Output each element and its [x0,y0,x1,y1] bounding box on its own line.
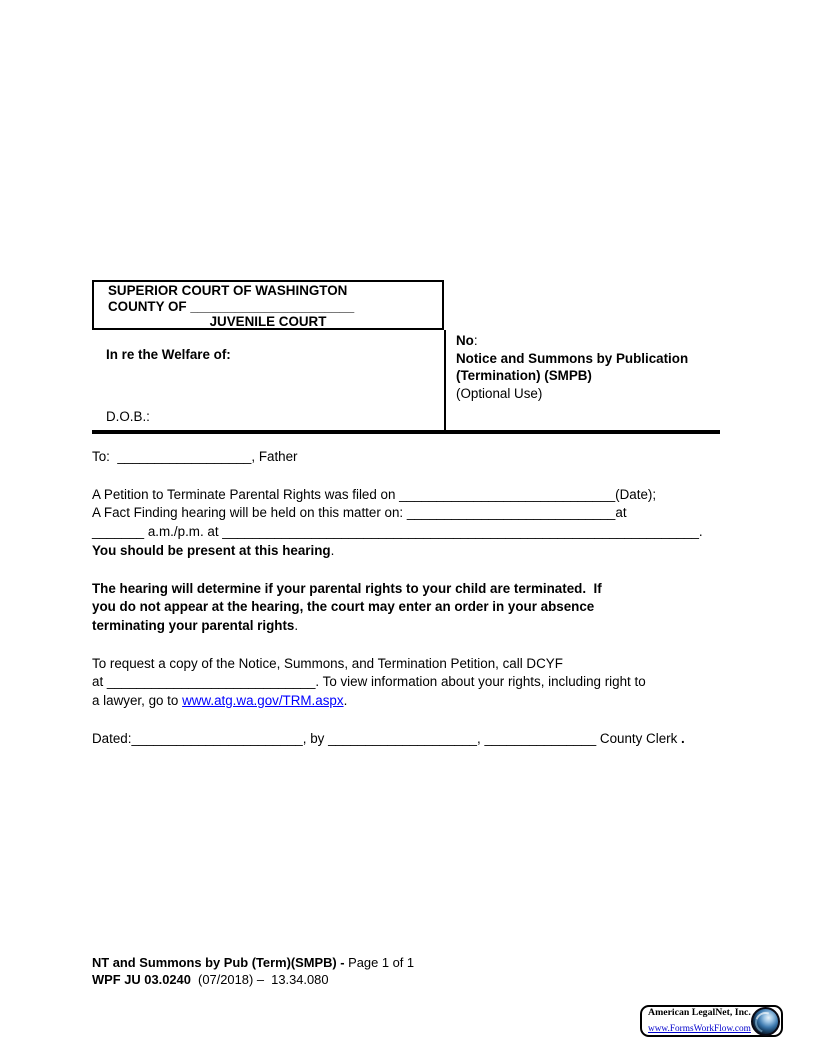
warning-line-3-bold: terminating your parental rights [92,617,295,633]
footer-page-count: Page 1 of 1 [348,955,415,970]
date-suffix: (Date); [615,486,657,502]
to-name-blank-field: __________________ [117,449,252,464]
in-re-welfare-label: In re the Welfare of: [106,347,231,362]
footer-form-number-line [92,972,414,989]
warning-period: . [294,617,299,633]
legalnet-badge [640,1005,783,1037]
caption-bottom-rule [92,430,720,434]
at-suffix: at [615,505,627,521]
lawyer-text: a lawyer, go to [92,693,183,709]
hearing-place-blank-field: ________________________________________________________________ [222,524,699,540]
form-title-line2: (Termination) (SMPB) [456,368,592,383]
hearing-date-blank-field: ____________________________ [406,505,616,521]
petition-line-2 [92,504,720,523]
footer-form-revision: (07/2018) – 13.34.080 [190,971,329,987]
atg-website-link[interactable]: www.atg.wa.gov/TRM.aspx [182,693,344,709]
caption-right-cell [444,330,720,430]
clerk-name-blank-field: ____________________ [328,730,478,746]
dob-label: D.O.B.: [106,409,150,425]
to-label: To: [92,449,118,464]
period: . [698,524,703,540]
county-name-blank-field: _______________ [484,730,597,746]
no-label: No [456,333,474,348]
request-line-3 [92,692,720,711]
form-footer [92,955,414,988]
dated-label: Dated: [92,730,132,746]
no-colon: : [473,333,478,348]
footer-form-name: NT and Summons by Pub (Term)(SMPB) - [92,955,349,970]
form-title-line1: Notice and Summons by Publication [456,350,689,366]
filed-date-blank-field: _____________________________ [399,486,616,502]
footer-form-name-line [92,955,414,972]
juvenile-court-label: JUVENILE COURT [209,314,327,329]
by-label: , by [302,730,329,746]
court-name: SUPERIOR COURT OF WASHINGTON [108,283,348,298]
legalnet-company-name: American LegalNet, Inc. [648,1006,751,1018]
formsworkflow-link[interactable]: www.FormsWorkFlow.com [648,1023,751,1034]
county-label: COUNTY OF [108,298,191,314]
request-line-2 [92,673,720,692]
caption-row [92,330,720,430]
dated-period: . [681,730,685,746]
case-number-line [456,332,720,350]
county-line [108,299,442,315]
phone-blank-field: ____________________________ [106,674,316,690]
be-present-bold-text: You should be present at this hearing [92,542,331,558]
request-line-1: To request a copy of the Notice, Summons, and Termination Petition, call DCYF [92,655,563,671]
be-present-period: . [330,542,335,558]
link-period: . [343,693,348,709]
petition-paragraph [92,486,720,561]
request-paragraph [92,655,720,711]
petition-line-3 [92,523,720,542]
form-content [92,280,720,748]
caption-left-cell [92,330,444,430]
legalnet-globe-icon [751,1007,780,1036]
dated-date-blank-field: _______________________ [131,730,303,746]
to-father-suffix: , Father [251,449,298,464]
be-present-line [92,542,720,561]
hearing-held-text: A Fact Finding hearing will be held on this matter on: [92,505,407,521]
dated-line [92,730,720,749]
footer-form-number: WPF JU 03.0240 [92,971,191,987]
court-caption-box [92,280,444,330]
optional-use-label: (Optional Use) [456,385,543,401]
county-clerk-label: County Clerk [596,730,682,746]
ampm-text: a.m./p.m. at [144,524,223,540]
hearing-time-blank-field: _______ [92,524,145,540]
legalnet-badge-text [642,1007,751,1036]
comma: , [477,730,485,746]
at-label: at [92,674,107,690]
petition-filed-text: A Petition to Terminate Parental Rights was filed on [92,486,400,502]
warning-line-1: The hearing will determine if your parental rights to your child are terminated. If [92,580,602,596]
request-line-2-text: . To view information about your rights, including right to [315,674,646,690]
warning-paragraph [92,580,720,636]
warning-line-2: you do not appear at the hearing, the court may enter an order in your absence [92,599,595,615]
petition-line-1 [92,486,720,505]
to-line [92,448,720,467]
county-blank-field: ______________________ [190,298,355,314]
warning-line-3 [92,617,720,636]
